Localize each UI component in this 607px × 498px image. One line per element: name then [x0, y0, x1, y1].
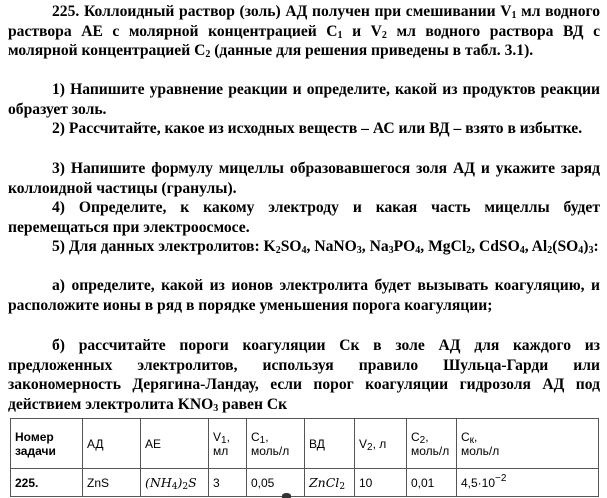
header-c2: $C_2$, моль/л [407, 419, 457, 469]
problem-intro: 225. Коллоидный раствор (золь) АД получен при смешивании $V_1$ мл водного раствора АЕ с молярной концентрацией $С_1$ и $V_2$ мл водного раствора ВД с молярной концентрацией $С_2$ (данные для решения приведены в табл. 3.1). [8, 3, 600, 61]
question-3: 3) Напишите формулу мицеллы образовавшегося золя АД и укажите заряд коллоидной частицы (гранулы). [8, 160, 600, 197]
header-ad: АД [83, 419, 141, 469]
cell-ck: $4,5\cdot 10^{-2}$ [457, 469, 599, 497]
header-ae: АЕ [141, 419, 209, 469]
cell-v2: 10 [355, 469, 407, 497]
header-v1: $V_1$, мл [209, 419, 247, 469]
page-edge-mark [282, 493, 291, 498]
question-5a: а) определите, какой из ионов электролита будет вызывать коагуляцию, и расположите ионы в ряд в порядке уменьшения порога коагуляции; [8, 277, 600, 314]
cell-ad: ZnS [83, 469, 141, 497]
header-v2: $V_2$, л [355, 419, 407, 469]
data-table [10, 418, 599, 497]
cell-problem-number: 225. [11, 469, 83, 497]
header-ck: $C_к$, моль/л [457, 419, 599, 469]
cell-v1: 3 [209, 469, 247, 497]
question-5b: б) рассчитайте пороги коагуляции Cк в золе АД для каждого из предложенных электролитов, используя правило Шульца-Гарди или закономерность Дерягина-Ландау, если порог коагуляции гидрозоля АД под действием электролита $KNO_3$ равен Cк [8, 337, 600, 414]
problem-number: 225. [52, 3, 80, 20]
table-row [11, 469, 599, 497]
question-5: 5) Для данных электролитов: $K_2SO_4$, NaNO$_3$, $Na_3PO_4$, MgCl$_2$, CdSO$_4$, $Al_2(SO_4)_3$: [52, 238, 599, 256]
header-c1: $C_1$, моль/л [247, 419, 305, 469]
header-problem-number: Номер задачи [11, 419, 83, 469]
cell-vd: ZnCl$_2$ [305, 469, 355, 497]
header-vd: ВД [305, 419, 355, 469]
cell-c1: 0,05 [247, 469, 305, 497]
table-header-row [11, 419, 599, 469]
cell-ae: $(NH_4)_2S$ [141, 469, 209, 497]
question-4: 4) Определите, к какому электроду и какая часть мицеллы будет перемещаться при электроосмосе. [8, 199, 600, 236]
cell-c2: 0,01 [407, 469, 457, 497]
question-2: 2) Рассчитайте, какое из исходных веществ – АС или ВД – взято в избытке. [52, 120, 583, 137]
question-1: 1) Напишите уравнение реакции и определите, какой из продуктов реакции образует золь. [8, 81, 600, 118]
